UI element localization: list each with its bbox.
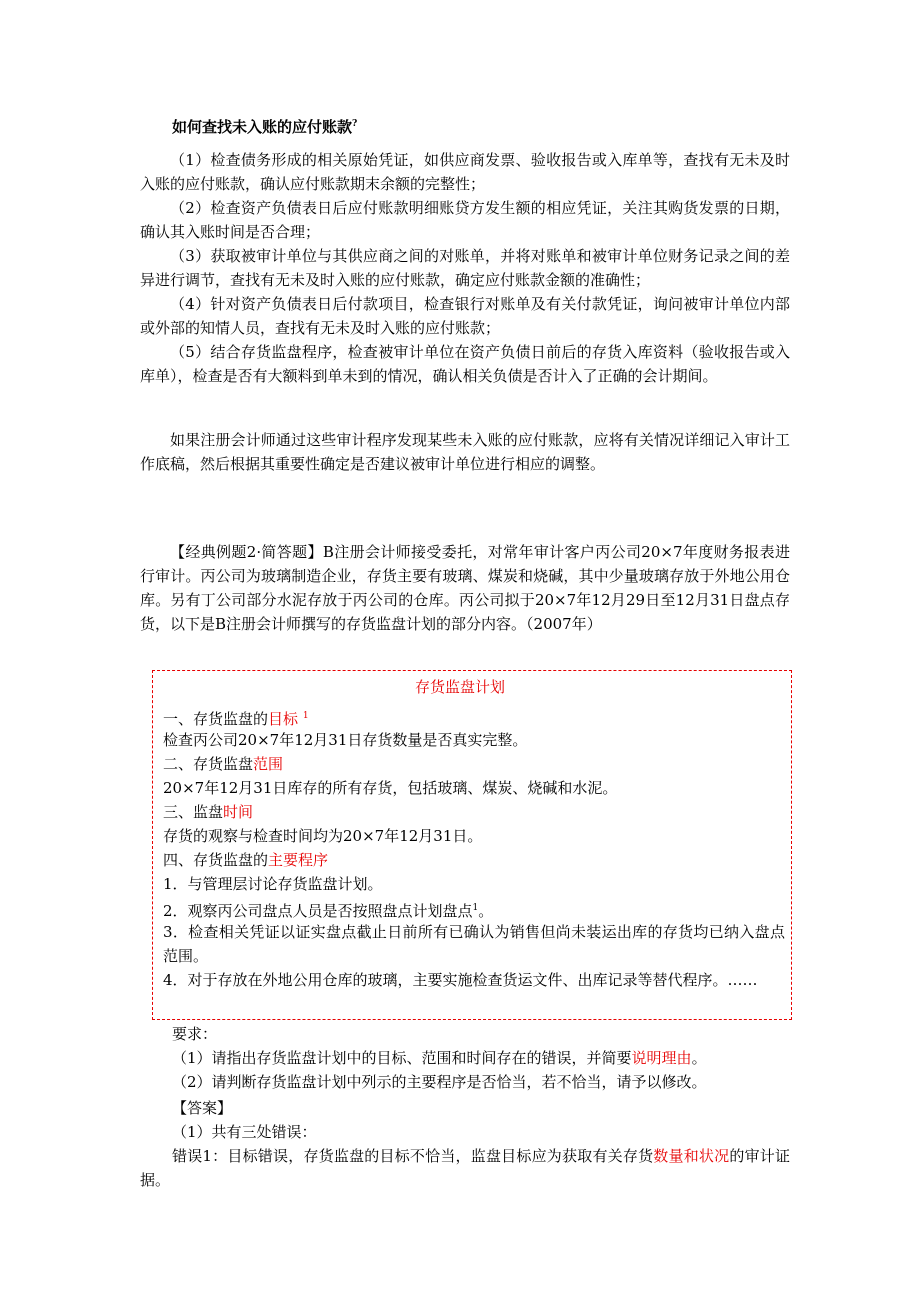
item-3: （3）获取被审计单位与其供应商之间的对账单，并将对账单和被审计单位财务记录之间的差异进行调节，查找有无未及时入账的应付账款，确定应付账款金额的准确性； bbox=[140, 247, 790, 289]
item-1: （1）检查债务形成的相关原始凭证，如供应商发票、验收报告或入库单等，查找有无未及时入账的应付账款，确认应付账款期末余额的完整性； bbox=[140, 151, 790, 193]
plan-procedure-1: 1．与管理层讨论存货监盘计划。 bbox=[163, 875, 383, 893]
error-1: 错误1：目标错误，存货监盘的目标不恰当，监盘目标应为获取有关存货数量和状况的审计证据。 bbox=[140, 1147, 790, 1189]
item-2: （2）检查资产负债表日后应付账款明细账贷方发生额的相应凭证，关注其购货发票的日期，确认其入账时间是否合理； bbox=[140, 199, 790, 241]
title-mark: ? bbox=[352, 119, 358, 129]
answer-1: （1）共有三处错误： bbox=[172, 1123, 317, 1141]
requirements-label: 要求： bbox=[172, 1025, 218, 1043]
item-5: （5）结合存货监盘程序，检查被审计单位在资产负债日前后的存货入库资料（验收报告或入库单），检查是否有大额料到单未到的情况，确认相关负债是否计入了正确的会计期间。 bbox=[140, 343, 790, 385]
plan-section-2-heading: 二、存货监盘范围 bbox=[163, 755, 284, 773]
plan-section-1-body: 检查丙公司20×7年12月31日存货数量是否真实完整。 bbox=[163, 731, 528, 749]
plan-section-1-heading: 一、存货监盘的目标 $^1$ bbox=[163, 710, 309, 728]
conclusion-paragraph: 如果注册会计师通过这些审计程序发现某些未入账的应付账款，应将有关情况详细记入审计工作底稿，然后根据其重要性确定是否建议被审计单位进行相应的调整。 bbox=[140, 431, 790, 473]
plan-section-3-heading: 三、监盘时间 bbox=[163, 803, 254, 821]
plan-section-2-body: 20×7年12月31日库存的所有存货，包括玻璃、煤炭、烧碱和水泥。 bbox=[163, 779, 618, 797]
answer-label: 【答案】 bbox=[172, 1099, 233, 1117]
plan-section-3-body: 存货的观察与检查时间均为20×7年12月31日。 bbox=[163, 827, 483, 845]
plan-procedure-4: 4．对于存放在外地公用仓库的玻璃，主要实施检查货运文件、出库记录等替代程序。…… bbox=[163, 971, 758, 989]
plan-title: 存货监盘计划 bbox=[414, 678, 505, 696]
requirement-1: （1）请指出存货监盘计划中的目标、范围和时间存在的错误，并简要说明理由。 bbox=[172, 1049, 707, 1067]
plan-section-4-heading: 四、存货监盘的主要程序 bbox=[163, 851, 329, 869]
requirement-2: （2）请判断存货监盘计划中列示的主要程序是否恰当，若不恰当，请予以修改。 bbox=[172, 1073, 707, 1091]
plan-procedure-3: 3．检查相关凭证以证实盘点截止日前所有已确认为销售但尚未装运出库的存货均已纳入盘点范围。 bbox=[163, 923, 785, 965]
heading: 如何查找未入账的应付账款? bbox=[172, 118, 358, 136]
item-4: （4）针对资产负债表日后付款项目，检查银行对账单及有关付款凭证，询问被审计单位内部或外部的知情人员，查找有无未及时入账的应付账款； bbox=[140, 295, 790, 337]
plan-procedure-2: 2．观察丙公司盘点人员是否按照盘点计划盘点$^1$。 bbox=[163, 902, 494, 920]
example-paragraph: 【经典例题2·简答题】B注册会计师接受委托，对常年审计客户丙公司20×7年度财务报表进行审计。丙公司为玻璃制造企业，存货主要有玻璃、煤炭和烧碱，其中少量玻璃存放于外地公用仓库。另有丁公司部分水泥存放于丙公司的仓库。丙公司拟于20×7年12月29日至12月31日盘点存货，以下是B注册会计师撰写的存货监盘计划的部分内容。（2007年） bbox=[140, 543, 790, 633]
